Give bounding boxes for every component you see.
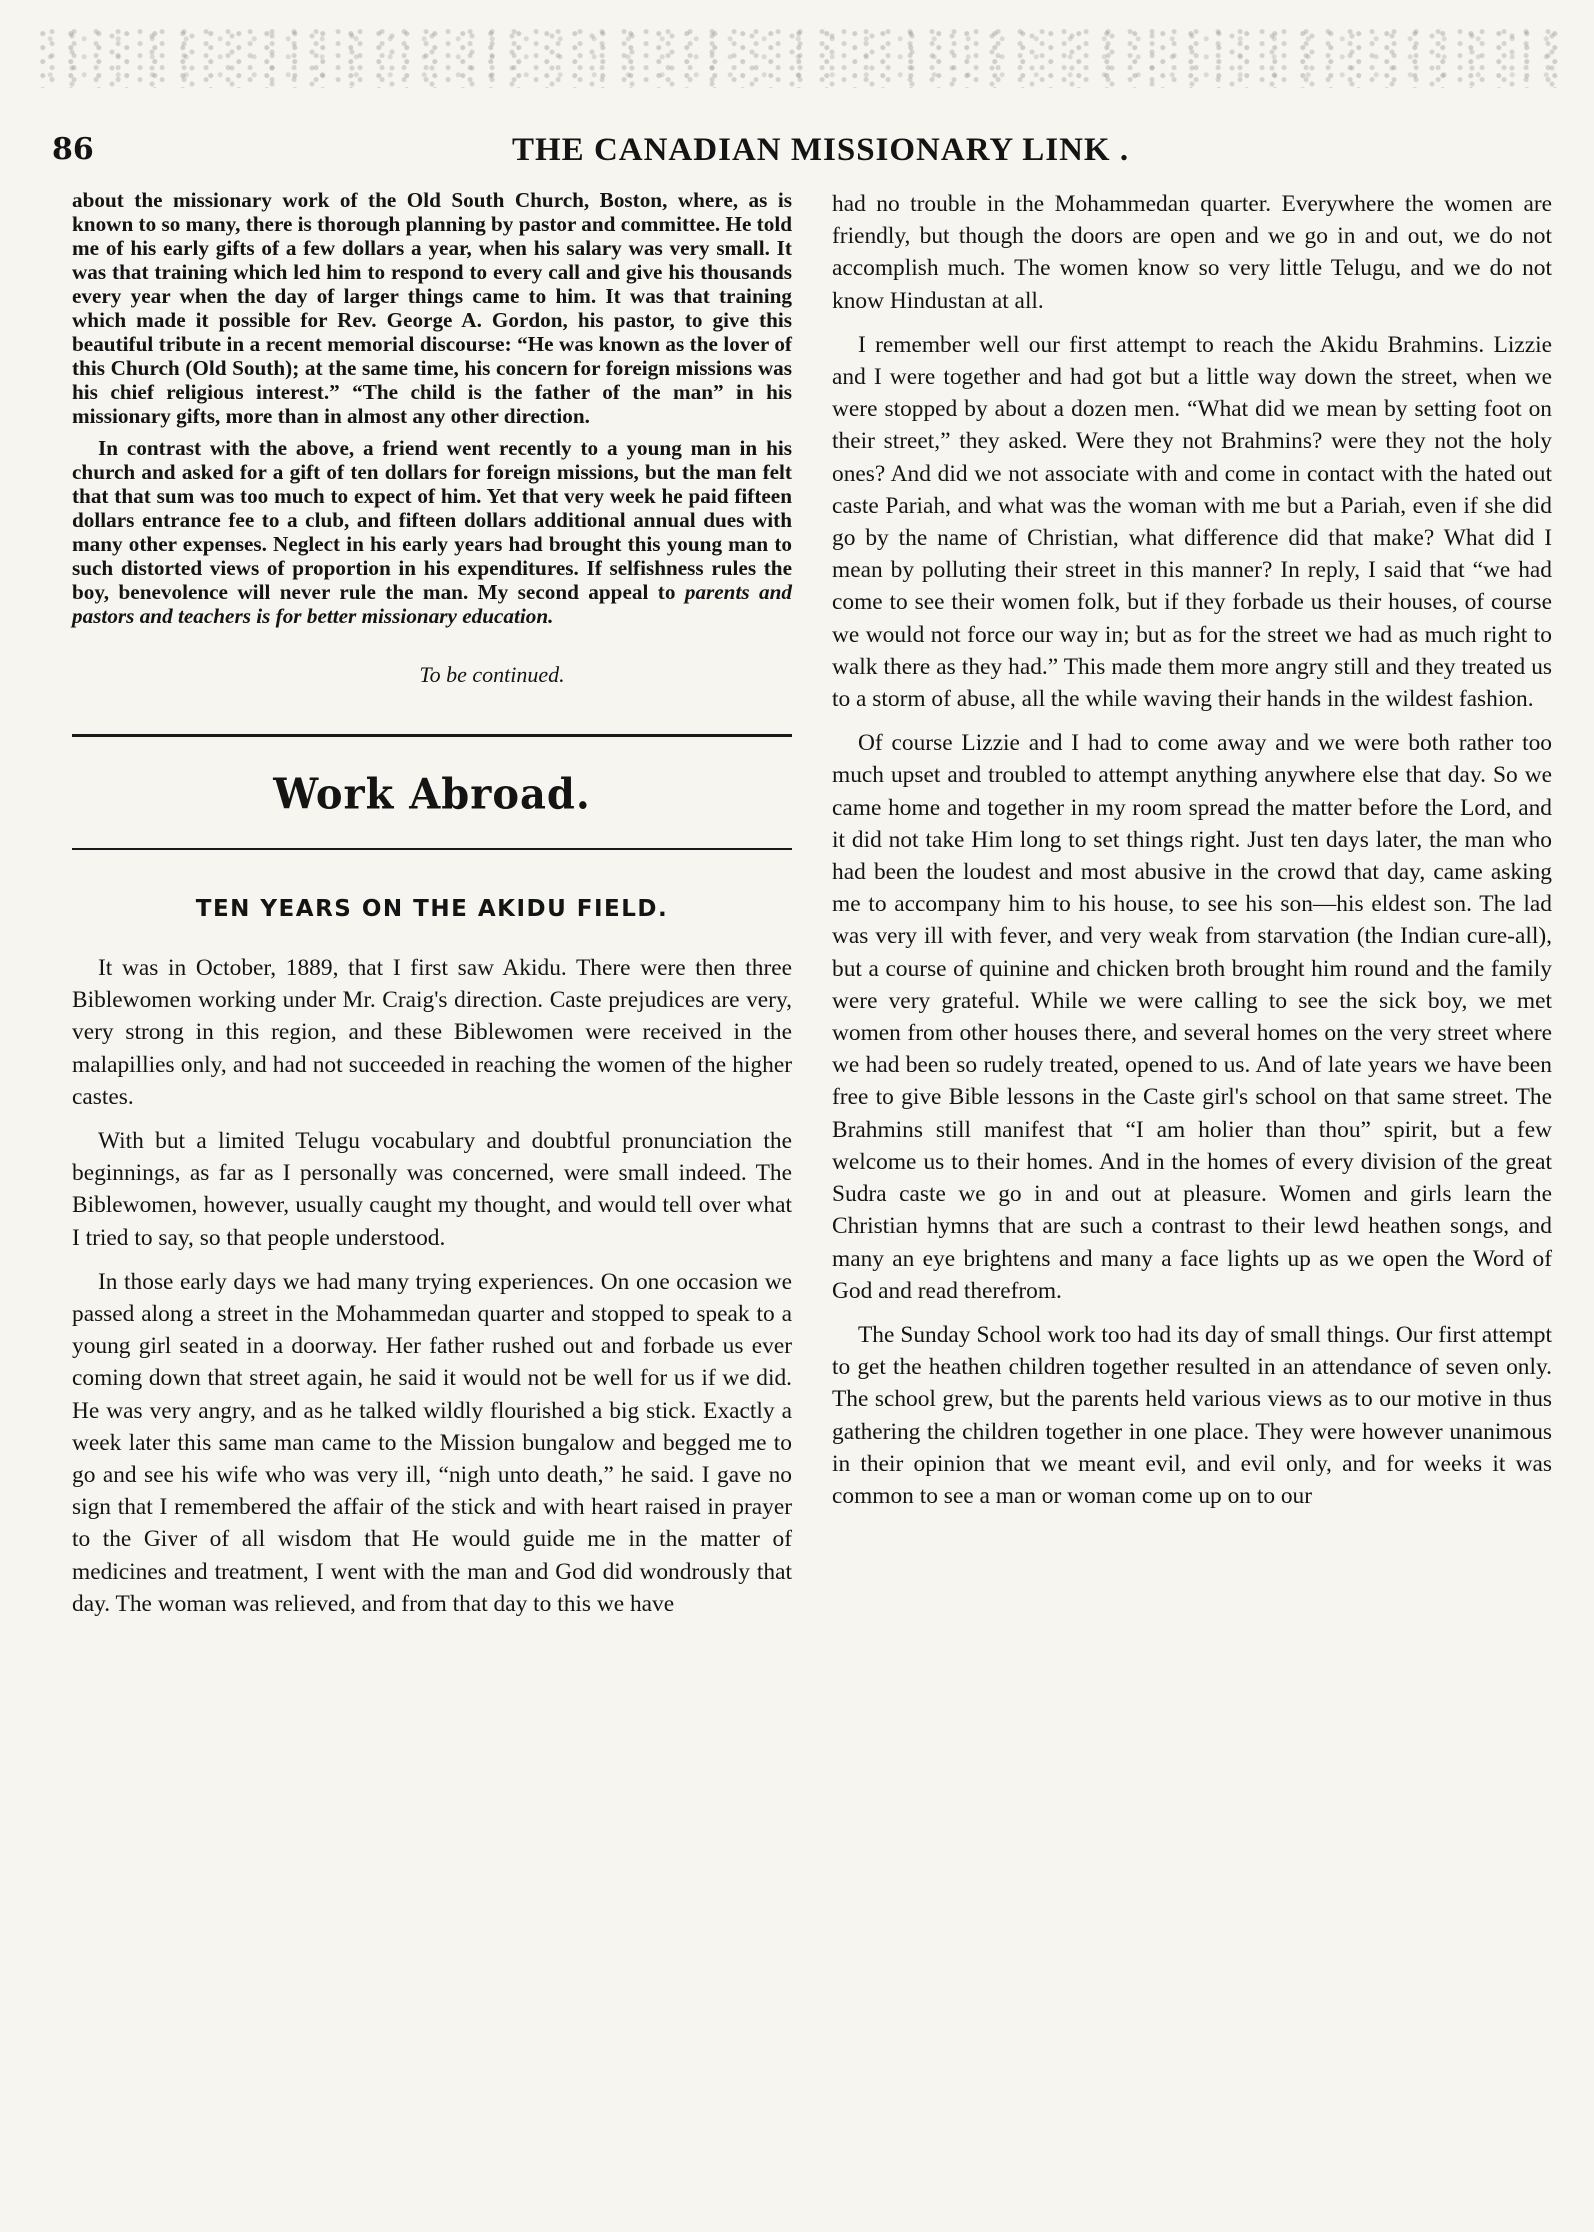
appeal-italic: parents and pastors and teachers is for better missionary education. — [72, 580, 792, 628]
continued-paragraph-text: In contrast with the above, a friend went recently to a young man in his church and asked for a gift of ten dollars for foreign missions, but the man felt that that sum was too much to expect of him. Yet that very week he paid fifteen dollars entrance fee to a club, and fifteen dollars additional annual dues with many other expenses. Neglect in his early years had brought this young man to such distorted views of proportion in his expenditures. If selfishness rules the boy, benevolence will never rule the man. My second appeal to — [72, 436, 792, 604]
page-number: 86 — [52, 132, 94, 167]
section-divider — [72, 734, 792, 737]
section-divider-thin — [72, 848, 792, 850]
right-column — [832, 188, 1552, 1512]
page-header — [52, 132, 1552, 176]
scan-noise-band — [40, 28, 1560, 88]
left-column — [72, 188, 792, 1620]
article-paragraph: The Sunday School work too had its day of small things. Our first attempt to get the heathen children together resulted in an attendance of seven only. The school grew, but the parents held various views as to our motive in thus gathering the children together in one place. They were however unanimous in their opinion that we meant evil, and evil only, and for weeks it was common to see a man or woman come up on to our — [832, 1321, 1552, 1509]
to-be-continued: To be continued. — [419, 662, 565, 687]
article-paragraph: With but a limited Telugu vocabulary and doubtful pronunciation the beginnings, as far as I personally was concerned, were small indeed. The Biblewomen, however, usually caught my thought, and would tell over what I tried to say, so that people understood. — [72, 1128, 792, 1251]
continued-article — [72, 188, 792, 628]
article-paragraph: had no trouble in the Mohammedan quarter. Everywhere the women are friendly, but though the doors are open and we go in and out, we do not accomplish much. The women know so very little Telugu, and we do not know Hindustan at all. — [832, 191, 1552, 314]
article-paragraph: It was in October, 1889, that I first saw Akidu. There were then three Biblewomen working under Mr. Craig's direction. Caste prejudices are very, very strong in this region, and these Biblewomen were received in the malapillies only, and had not succeeded in reaching the women of the higher castes. — [72, 955, 792, 1110]
section-heading: Work Abroad. — [273, 769, 591, 820]
magazine-title: THE CANADIAN MISSIONARY LINK . — [512, 132, 1130, 168]
article-paragraph: Of course Lizzie and I had to come away and we were both rather too much upset and troubled to attempt anything anywhere else that day. So we came home and together in my room spread the matter before the Lord, and it did not take Him long to set things right. Just ten days later, the man who had been the loudest and most abusive in the crowd that day, came asking me to accompany him to his house, to see his son—his eldest son. The lad was very ill with fever, and very weak from starvation (the Indian cure-all), but a course of quinine and chicken broth brought him round and the family were very grateful. While we were calling to see the sick boy, we met women from other houses there, and several homes on the very street where we had been so rudely treated, opened to us. And of late years we have been free to give Bible lessons in the Caste girl's school on that same street. The Brahmins still manifest that “I am holier than thou” spirit, but a few welcome us to their homes. And in the homes of every division of the great Sudra caste we go in and out at pleasure. Women and girls learn the Christian hymns that are such a contrast to their lewd heathen songs, and many an eye brightens and many a face lights up as we open the Word of God and read therefrom. — [832, 730, 1552, 1304]
continued-paragraph — [72, 436, 792, 628]
article-paragraph: I remember well our first attempt to reach the Akidu Brahmins. Lizzie and I were together and had got but a little way down the street, when we were stopped by about a dozen men. “What did we mean by setting foot on their street,” they asked. Were they not Brahmins? were they not the holy ones? And did we not associate with and come in contact with the hated out caste Pariah, and what was the woman with me but a Pariah, even if she did go by the name of Christian, what difference did that make? What did I mean by polluting their street in this manner? In reply, I said that “we had come to see their women folk, but if they forbade us their houses, of course we would not force our way in; but as for the street we had as much right to walk there as they had.” This made them more angry still and they treated us to a storm of abuse, all the while waving their hands in the wildest fashion. — [832, 331, 1552, 713]
article-paragraph: In those early days we had many trying experiences. On one occasion we passed along a street in the Mohammedan quarter and stopped to speak to a young girl seated in a doorway. Her father rushed out and forbade us ever coming down that street again, he said it would not be well for us if we did. He was very angry, and as he talked wildly flourished a big stick. Exactly a week later this same man came to the Mission bungalow and begged me to go and see his wife who was very ill, “nigh unto death,” he said. I gave no sign that I remembered the affair of the stick and with heart raised in prayer to the Giver of all wisdom that He would guide me in the matter of medicines and treatment, I went with the man and God did wondrously that day. The woman was relieved, and from that day to this we have — [72, 1268, 792, 1617]
article-body — [72, 952, 792, 1620]
article-title: TEN YEARS ON THE AKIDU FIELD. — [195, 896, 669, 922]
continued-paragraph: about the missionary work of the Old South Church, Boston, where, as is known to so many, there is thorough planning by pastor and committee. He told me of his early gifts of a few dollars a year, when his salary was very small. It was that training which led him to respond to every call and give his thousands every year when the day of larger things came to him. It was that training which made it possible for Rev. George A. Gordon, his pastor, to give this beautiful tribute in a recent memorial discourse: “He was known as the lover of this Church (Old South); at the same time, his concern for foreign missions was his chief religious interest.” “The child is the father of the man” in his missionary gifts, more than in almost any other direction. — [72, 188, 792, 428]
